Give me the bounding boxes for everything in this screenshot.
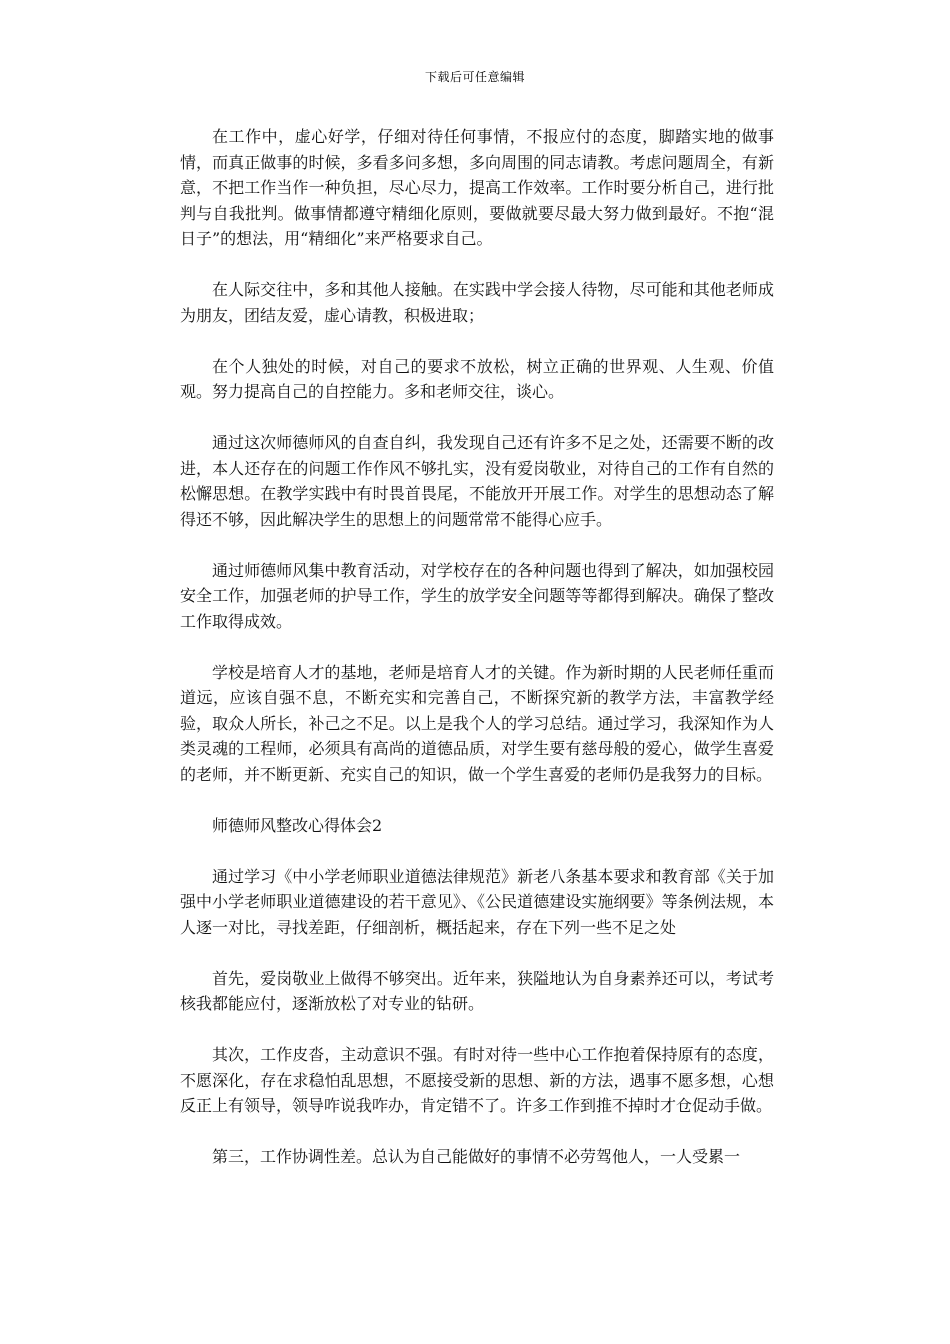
page-header: 下载后可任意编辑 — [424, 70, 525, 84]
paragraph: 通过这次师德师风的自查自纠，我发现自己还有许多不足之处，还需要不断的改进，本人还存在的问题工作作风不够扎实，没有爱岗敬业，对待自己的工作有自然的松懈思想。在教学实践中有时畏首畏尾，不能放开开展工作。对学生的思想动态了解得还不够，因此解决学生的思想上的问题常常不能得心应手。 — [180, 433, 774, 529]
document-body — [180, 124, 774, 1195]
paragraph: 首先，爱岗敬业上做得不够突出。近年来，狭隘地认为自身素养还可以，考试考核我都能应付，逐渐放松了对专业的钻研。 — [180, 968, 774, 1013]
paragraph: 在工作中，虚心好学，仔细对待任何事情，不报应付的态度，脚踏实地的做事情，而真正做事的时候，多看多问多想，多向周围的同志请教。考虑问题周全，有新意，不把工作当作一种负担，尽心尽力，提高工作效率。工作时要分析自己，进行批判与自我批判。做事情都遵守精细化原则，要做就要尽最大努力做到最好。不抱“混日子”的想法，用“精细化”来严格要求自己。 — [180, 127, 774, 248]
paragraph: 通过师德师风集中教育活动，对学校存在的各种问题也得到了解决，如加强校园安全工作，加强老师的护导工作，学生的放学安全问题等等都得到解决。确保了整改工作取得成效。 — [180, 560, 774, 631]
paragraph: 第三，工作协调性差。总认为自己能做好的事情不必劳驾他人，一人受累一 — [212, 1147, 741, 1166]
paragraph: 在个人独处的时候，对自己的要求不放松，树立正确的世界观、人生观、价值观。努力提高自己的自控能力。多和老师交往，谈心。 — [180, 356, 774, 401]
paragraph: 学校是培育人才的基地，老师是培育人才的关键。作为新时期的人民老师任重而道远，应该自强不息，不断充实和完善自己，不断探究新的教学方法，丰富教学经验，取众人所长，补己之不足。以上是我个人的学习总结。通过学习，我深知作为人类灵魂的工程师，必须具有高尚的道德品质，对学生要有慈母般的爱心，做学生喜爱的老师，并不断更新、充实自己的知识，做一个学生喜爱的老师仍是我努力的目标。 — [180, 662, 774, 784]
section-heading: 师德师风整改心得体会2 — [212, 815, 383, 835]
paragraph: 通过学习《中小学老师职业道德法律规范》新老八条基本要求和教育部《关于加强中小学老师职业道德建设的若干意见》、《公民道德建设实施纲要》等条例法规，本人逐一对比，寻找差距，仔细剖析，概括起来，存在下列一些不足之处 — [180, 866, 774, 937]
paragraph: 其次，工作皮沓，主动意识不强。有时对待一些中心工作抱着保持原有的态度，不愿深化，存在求稳怕乱思想，不愿接受新的思想、新的方法，遇事不愿多想，心想反正上有领导，领导咋说我咋办，肯定错不了。许多工作到推不掉时才仓促动手做。 — [180, 1045, 774, 1115]
paragraph: 在人际交往中，多和其他人接触。在实践中学会接人待物，尽可能和其他老师成为朋友，团结友爱，虚心请教，积极进取； — [180, 280, 774, 325]
